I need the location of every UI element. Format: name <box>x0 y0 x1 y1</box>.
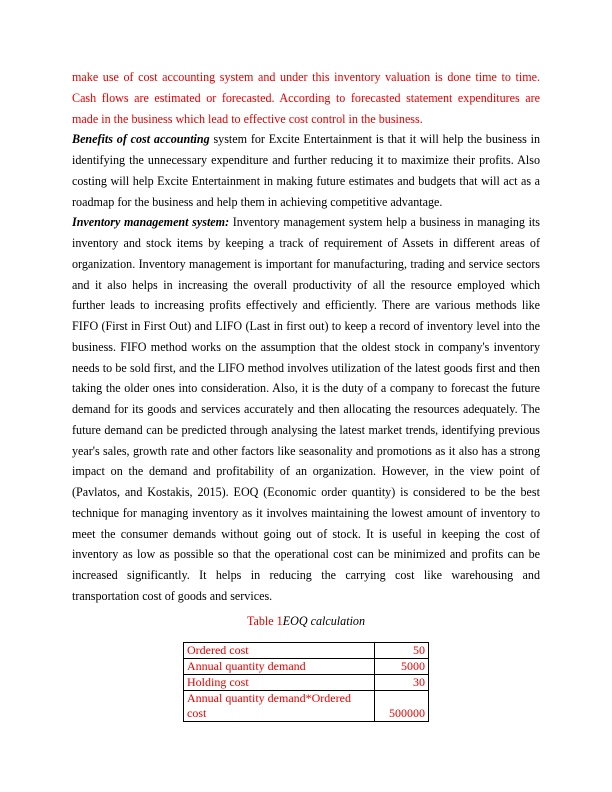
table-caption <box>72 611 540 631</box>
table-row <box>184 659 429 675</box>
table-cell-value: 30 <box>375 675 429 691</box>
table-cell-label: Ordered cost <box>184 643 375 659</box>
table-cell-value: 50 <box>375 643 429 659</box>
table-cell-label: Holding cost <box>184 675 375 691</box>
table-cell-value: 500000 <box>375 691 429 722</box>
intro-paragraph: make use of cost accounting system and under this inventory valuation is done time to time. Cash flows are estimated or forecasted. According to forecasted statement expenditures are made in the business which lead to effective cost control in the business. <box>72 70 540 126</box>
benefits-paragraph <box>72 129 540 212</box>
inventory-paragraph <box>72 212 540 606</box>
table-caption-number: Table 1 <box>246 613 283 628</box>
inventory-heading: Inventory management system: <box>72 215 230 230</box>
table-row <box>184 675 429 691</box>
table-cell-label: Annual quantity demand*Ordered cost <box>184 691 375 722</box>
benefits-heading: Benefits of cost accounting <box>72 132 210 147</box>
table-row <box>184 643 429 659</box>
inventory-text: Inventory management system help a business in managing its inventory and stock items by keeping a track of requirement of Assets in different areas of organization. Inventory management is important for manufacturing, trading and service sectors and it also helps in increasing the overall productivity of all the resource employed which further leads to increasing profits effectively and efficiently. There are various methods like FIFO (First in First Out) and LIFO (Last in first out) to keep a record of inventory level into the business. FIFO method works on the assumption that the oldest stock in company's inventory needs to be sold first, and the LIFO method involves utilization of the latest goods first and then taking the older ones into consideration. Also, it is the duty of a company to forecast the future demand for its goods and services accurately and then allocating the resources adequately. The future demand can be predicted through analysing the latest market trends, identifying previous year's sales, growth rate and other factors like seasonality and promotions as it also has a strong impact on the demand and profitability of an organization. However, in the view point of (Pavlatos, and Kostakis, 2015). EOQ (Economic order quantity) is considered to be the best technique for managing inventory as it involves maintaining the lowest amount of inventory to meet the consumer demands without going out of stock. It is useful in keeping the cost of inventory as low as possible so that the operational cost can be minimized and profits can be increased significantly. It helps in reducing the carrying cost like warehousing and transportation cost of goods and services. <box>72 215 540 603</box>
eoq-table <box>183 642 429 722</box>
table-caption-title: EOQ calculation <box>282 613 366 628</box>
page-body <box>72 67 540 631</box>
table-row <box>184 691 429 722</box>
table-cell-label: Annual quantity demand <box>184 659 375 675</box>
table-cell-value: 5000 <box>375 659 429 675</box>
benefits-text: system for Excite Entertainment is that it will help the business in identifying the unnecessary expenditure and further reducing it to maximize their profits. Also costing will help Excite Entertainment in making future estimates and budgets that will act as a roadmap for the business and help them in achieving competitive advantage. <box>72 132 540 209</box>
